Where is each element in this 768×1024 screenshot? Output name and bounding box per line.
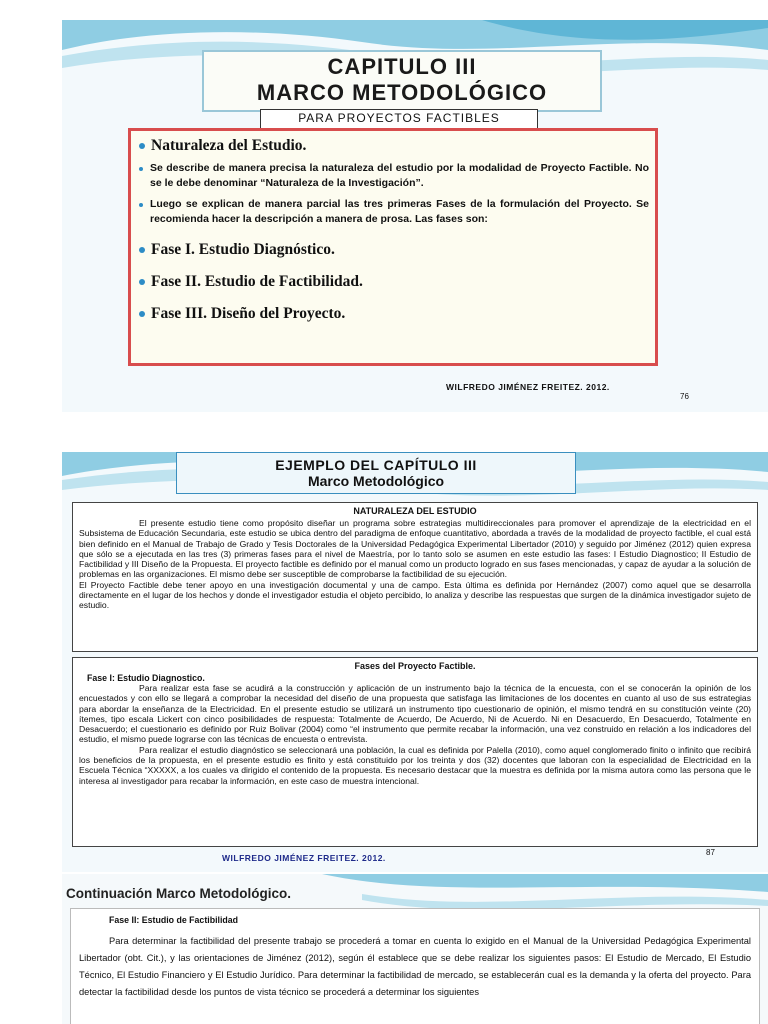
- page-number: 76: [680, 392, 689, 401]
- example-subtitle: Marco Metodológico: [307, 473, 445, 489]
- chapter-title: CAPITULO III: [327, 54, 477, 79]
- bullet-icon: [139, 203, 143, 207]
- heading-text: Naturaleza del Estudio.: [151, 137, 307, 154]
- bullet-icon: [139, 143, 145, 149]
- fase-text: Fase I. Estudio Diagnóstico.: [151, 241, 335, 258]
- slide-ejemplo: [62, 452, 768, 872]
- factibilidad-card: [70, 908, 760, 1024]
- slide-capitulo-iii: [62, 20, 768, 412]
- bullet-item: [139, 161, 649, 191]
- bullet-icon: [139, 167, 143, 171]
- author-credit: WILFREDO JIMÉNEZ FREITEZ. 2012.: [222, 853, 386, 863]
- fases-card: [72, 657, 758, 847]
- fase-item: [139, 241, 649, 259]
- naturaleza-card: [72, 502, 758, 652]
- bullet-icon: [139, 247, 145, 253]
- paragraph: El Proyecto Factible debe tener apoyo en una investigación documental y una de campo. Esta última es definida por Hernández (2007) como aquel que se desarrolla directamente en el lugar de los hechos y donde el investigador estudia el objeto percibido, lo analiza y describe las respuestas que surgen de la dinámica investigador sujeto de estudio.: [79, 579, 751, 611]
- paragraph: El presente estudio tiene como propósito diseñar un programa sobre estrategias multidireccionales para promover el aprendizaje de la electricidad en el Subsistema de Educación Secundaria, este estudio se ubica dentro del paradigma de enfoque cuantitativo, abordada a través de la modalidad de proyecto factible, el cual está bien definido en el Manual de Trabajo de Grado y Tesis Doctorales de la Universidad Pedagógica Experimental Libertador (2010) y seguido por Jiménez (2012) quien expresa que sólo se a ejecutada en las tres (3) primeras fases para el nivel de Maestría, por lo tanto solo se asumen en este estudio las fases: I Estudio Diagnostico; II Estudio de Factibilidad y III Diseño de la Propuesta. El proyecto factible es definido por el manual como un producto logrado en sus fases mencionadas, y capaz de ayudar a la solución de problemas en las organizaciones. El mismo debe ser susceptible de comprobarse la factibilidad de su ejecución.: [79, 518, 751, 580]
- bullet-text: Luego se explican de manera parcial las tres primeras Fases de la formulación del Proyecto. Se recomienda hacer la descripción a manera de prosa. Las fases son:: [150, 198, 649, 225]
- card-heading: NATURALEZA DEL ESTUDIO: [353, 506, 477, 516]
- bullet-item: [139, 197, 649, 227]
- bullet-icon: [139, 311, 145, 317]
- continuation-title: Continuación Marco Metodológico.: [66, 886, 291, 901]
- bullet-text: Se describe de manera precisa la naturaleza del estudio por la modalidad de Proyecto Factible. No se le debe denominar “Naturaleza de la Investigación”.: [150, 162, 649, 189]
- content-box: [128, 128, 658, 366]
- paragraph: Para realizar el estudio diagnóstico se seleccionará una población, la cual es definida por Palella (2010), como aquel conglomerado finito o infinito que recibirá los beneficios de la propuesta, en el presente estudio es finito y está constituido por los treinta y dos (32) docentes que laboran con la especialidad de Electricidad en la Escuela Técnica “XXXXX, a los cuales va dirigido el contenido de la propuesta. Es necesario destacar que la muestra es definida por la misma autora como las persona que le interesa al investigador para recabar la información, en este caso de muestra intencional.: [79, 744, 751, 786]
- heading-item: [139, 137, 649, 155]
- title-box: [176, 452, 576, 494]
- author-credit: WILFREDO JIMÉNEZ FREITEZ. 2012.: [446, 382, 610, 392]
- fase-text: Fase II. Estudio de Factibilidad.: [151, 273, 363, 290]
- fase-item: [139, 305, 649, 323]
- bullet-icon: [139, 279, 145, 285]
- fase-text: Fase III. Diseño del Proyecto.: [151, 305, 346, 322]
- card-heading: Fases del Proyecto Factible.: [354, 661, 476, 671]
- section-title: MARCO METODOLÓGICO: [256, 80, 548, 105]
- slide-continuacion: [62, 874, 768, 1024]
- card-heading: Fase II: Estudio de Factibilidad: [109, 915, 239, 925]
- example-title: EJEMPLO DEL CAPÍTULO III: [275, 457, 477, 473]
- card-subheading: Fase I: Estudio Diagnostico.: [87, 673, 205, 683]
- title-box: [202, 50, 602, 112]
- paragraph: Para realizar esta fase se acudirá a la construcción y aplicación de un instrumento bajo la técnica de la encuesta, con el se conocerán la opinión de los encuestados y con ello se llegará a comprobar la necesidad del diseño de una propuesta que satisfaga las limitaciones de los docentes en cuanto al uso de sus estrategias para abordar la enseñanza de la Electricidad. En el presente estudio se utilizará un instrumento tipo cuestionario de opinión, el mismo tendrá en su constitución veinte (20) ítemes, tipo escala Lickert con cinco posibilidades de respuesta: Totalmente de Acuerdo, De Acuerdo, Ni de Acuerdo. Ni en Desacuerdo, En Desacuerdo, Totalmente en Desacuerdo; el cuestionario es definido por Ruiz Bolivar (2004) como “el instrumento que permite recabar la información, una vez construido en relación a los indicadores del estudio, el mismo puede lograrse con las técnicas de encuesta o entrevista.: [79, 683, 751, 745]
- paragraph: Para determinar la factibilidad del presente trabajo se procederá a tomar en cuenta lo exigido en el Manual de la Universidad Pedagógica Experimental Libertador (obt. Cit.), y las orientaciones de Jiménez (2012), según él establece que se debe realizar los siguientes pasos: El Estudio de Mercado, El Estudio Técnico, El Estudio Financiero y El Estudio Jurídico. Para determinar la factibilidad de mercado, se establecerán cual es la demanda y la oferta del proyecto. Para detectar la factibilidad desde los puntos de vista técnico se procederá a determinar los siguientes: [79, 936, 751, 997]
- fase-item: [139, 273, 649, 291]
- subtitle-box: PARA PROYECTOS FACTIBLES: [260, 109, 538, 129]
- page-number: 87: [706, 848, 715, 857]
